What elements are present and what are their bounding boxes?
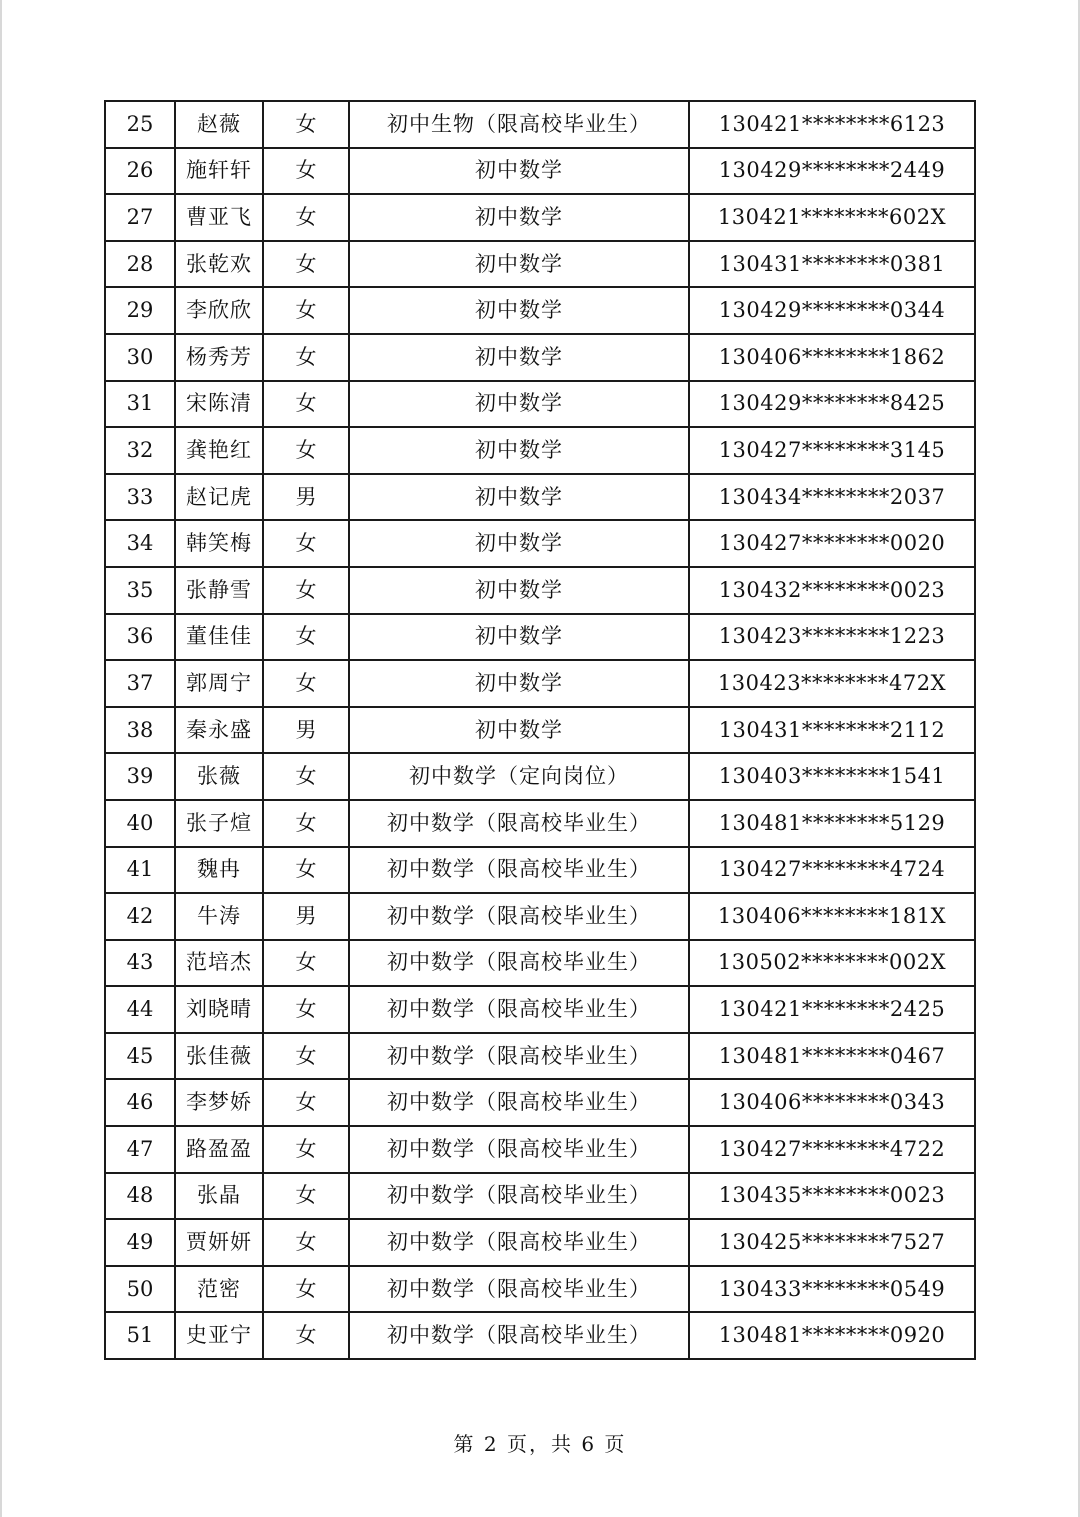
row-number-cell: 28 [105, 241, 175, 288]
name-cell: 宋陈清 [175, 381, 263, 428]
subject-cell: 初中数学 [349, 427, 689, 474]
subject-cell: 初中数学 [349, 287, 689, 334]
subject-cell: 初中数学 [349, 614, 689, 661]
subject-cell: 初中数学（限高校毕业生） [349, 986, 689, 1033]
table-row [105, 1033, 975, 1080]
gender-cell: 女 [263, 334, 349, 381]
subject-cell: 初中数学（限高校毕业生） [349, 1173, 689, 1220]
candidate-table [104, 100, 976, 1360]
subject-cell: 初中数学（限高校毕业生） [349, 800, 689, 847]
page-edge-left [0, 0, 2, 1517]
table-row [105, 1219, 975, 1266]
subject-cell: 初中数学（限高校毕业生） [349, 1312, 689, 1359]
row-number-cell: 30 [105, 334, 175, 381]
id-number-cell: 130429********8425 [689, 381, 975, 428]
gender-cell: 女 [263, 986, 349, 1033]
id-number-cell: 130421********2425 [689, 986, 975, 1033]
name-cell: 秦永盛 [175, 707, 263, 754]
row-number-cell: 35 [105, 567, 175, 614]
gender-cell: 女 [263, 427, 349, 474]
subject-cell: 初中数学 [349, 241, 689, 288]
table-row [105, 614, 975, 661]
id-number-cell: 130427********0020 [689, 520, 975, 567]
subject-cell: 初中数学 [349, 148, 689, 195]
table-row [105, 940, 975, 987]
id-number-cell: 130432********0023 [689, 567, 975, 614]
row-number-cell: 31 [105, 381, 175, 428]
table-row [105, 753, 975, 800]
id-number-cell: 130433********0549 [689, 1266, 975, 1313]
id-number-cell: 130502********002X [689, 940, 975, 987]
gender-cell: 女 [263, 1266, 349, 1313]
row-number-cell: 36 [105, 614, 175, 661]
id-number-cell: 130431********0381 [689, 241, 975, 288]
id-number-cell: 130481********0920 [689, 1312, 975, 1359]
table-row [105, 800, 975, 847]
gender-cell: 女 [263, 101, 349, 148]
gender-cell: 女 [263, 241, 349, 288]
name-cell: 张薇 [175, 753, 263, 800]
name-cell: 张静雪 [175, 567, 263, 614]
name-cell: 魏冉 [175, 847, 263, 894]
subject-cell: 初中数学（定向岗位） [349, 753, 689, 800]
subject-cell: 初中数学 [349, 660, 689, 707]
row-number-cell: 32 [105, 427, 175, 474]
gender-cell: 男 [263, 707, 349, 754]
name-cell: 张乾欢 [175, 241, 263, 288]
row-number-cell: 50 [105, 1266, 175, 1313]
table-row [105, 567, 975, 614]
id-number-cell: 130434********2037 [689, 474, 975, 521]
subject-cell: 初中生物（限高校毕业生） [349, 101, 689, 148]
table-row [105, 520, 975, 567]
gender-cell: 女 [263, 1219, 349, 1266]
gender-cell: 女 [263, 847, 349, 894]
name-cell: 施轩轩 [175, 148, 263, 195]
row-number-cell: 33 [105, 474, 175, 521]
name-cell: 范密 [175, 1266, 263, 1313]
row-number-cell: 40 [105, 800, 175, 847]
row-number-cell: 51 [105, 1312, 175, 1359]
row-number-cell: 38 [105, 707, 175, 754]
id-number-cell: 130421********6123 [689, 101, 975, 148]
name-cell: 张佳薇 [175, 1033, 263, 1080]
table-row [105, 287, 975, 334]
table-row [105, 1126, 975, 1173]
id-number-cell: 130429********0344 [689, 287, 975, 334]
gender-cell: 女 [263, 1126, 349, 1173]
subject-cell: 初中数学（限高校毕业生） [349, 940, 689, 987]
subject-cell: 初中数学 [349, 707, 689, 754]
table-row [105, 847, 975, 894]
id-number-cell: 130435********0023 [689, 1173, 975, 1220]
name-cell: 路盈盈 [175, 1126, 263, 1173]
name-cell: 赵记虎 [175, 474, 263, 521]
table-row [105, 194, 975, 241]
gender-cell: 女 [263, 1173, 349, 1220]
gender-cell: 男 [263, 893, 349, 940]
name-cell: 杨秀芳 [175, 334, 263, 381]
name-cell: 刘晓晴 [175, 986, 263, 1033]
table-row [105, 101, 975, 148]
name-cell: 董佳佳 [175, 614, 263, 661]
name-cell: 龚艳红 [175, 427, 263, 474]
subject-cell: 初中数学 [349, 567, 689, 614]
id-number-cell: 130481********0467 [689, 1033, 975, 1080]
row-number-cell: 47 [105, 1126, 175, 1173]
row-number-cell: 42 [105, 893, 175, 940]
gender-cell: 女 [263, 753, 349, 800]
table-row [105, 986, 975, 1033]
subject-cell: 初中数学（限高校毕业生） [349, 1219, 689, 1266]
subject-cell: 初中数学 [349, 381, 689, 428]
table-row [105, 1079, 975, 1126]
row-number-cell: 25 [105, 101, 175, 148]
name-cell: 郭周宁 [175, 660, 263, 707]
gender-cell: 女 [263, 1312, 349, 1359]
id-number-cell: 130406********1862 [689, 334, 975, 381]
name-cell: 曹亚飞 [175, 194, 263, 241]
id-number-cell: 130403********1541 [689, 753, 975, 800]
table-row [105, 660, 975, 707]
gender-cell: 女 [263, 287, 349, 334]
subject-cell: 初中数学（限高校毕业生） [349, 1079, 689, 1126]
table-row [105, 334, 975, 381]
id-number-cell: 130425********7527 [689, 1219, 975, 1266]
id-number-cell: 130427********3145 [689, 427, 975, 474]
id-number-cell: 130406********0343 [689, 1079, 975, 1126]
row-number-cell: 39 [105, 753, 175, 800]
row-number-cell: 43 [105, 940, 175, 987]
row-number-cell: 29 [105, 287, 175, 334]
name-cell: 李梦娇 [175, 1079, 263, 1126]
id-number-cell: 130423********472X [689, 660, 975, 707]
name-cell: 赵薇 [175, 101, 263, 148]
subject-cell: 初中数学（限高校毕业生） [349, 1033, 689, 1080]
row-number-cell: 48 [105, 1173, 175, 1220]
subject-cell: 初中数学 [349, 334, 689, 381]
row-number-cell: 41 [105, 847, 175, 894]
gender-cell: 女 [263, 567, 349, 614]
row-number-cell: 26 [105, 148, 175, 195]
name-cell: 张子煊 [175, 800, 263, 847]
gender-cell: 女 [263, 940, 349, 987]
gender-cell: 女 [263, 1079, 349, 1126]
name-cell: 史亚宁 [175, 1312, 263, 1359]
name-cell: 张晶 [175, 1173, 263, 1220]
id-number-cell: 130481********5129 [689, 800, 975, 847]
table-row [105, 474, 975, 521]
row-number-cell: 45 [105, 1033, 175, 1080]
page-number-footer: 第 2 页，共 6 页 [453, 1432, 627, 1456]
row-number-cell: 44 [105, 986, 175, 1033]
gender-cell: 女 [263, 1033, 349, 1080]
table-row [105, 1266, 975, 1313]
gender-cell: 女 [263, 800, 349, 847]
table-row [105, 241, 975, 288]
gender-cell: 女 [263, 381, 349, 428]
gender-cell: 男 [263, 474, 349, 521]
id-number-cell: 130421********602X [689, 194, 975, 241]
row-number-cell: 46 [105, 1079, 175, 1126]
table-row [105, 707, 975, 754]
subject-cell: 初中数学 [349, 194, 689, 241]
table-row [105, 893, 975, 940]
name-cell: 贾妍妍 [175, 1219, 263, 1266]
gender-cell: 女 [263, 148, 349, 195]
id-number-cell: 130423********1223 [689, 614, 975, 661]
id-number-cell: 130429********2449 [689, 148, 975, 195]
name-cell: 牛涛 [175, 893, 263, 940]
subject-cell: 初中数学（限高校毕业生） [349, 1266, 689, 1313]
candidate-table-body [105, 101, 975, 1359]
row-number-cell: 49 [105, 1219, 175, 1266]
row-number-cell: 34 [105, 520, 175, 567]
table-row [105, 1312, 975, 1359]
table-row [105, 148, 975, 195]
table-row [105, 381, 975, 428]
row-number-cell: 37 [105, 660, 175, 707]
subject-cell: 初中数学（限高校毕业生） [349, 847, 689, 894]
subject-cell: 初中数学（限高校毕业生） [349, 893, 689, 940]
table-row [105, 427, 975, 474]
gender-cell: 女 [263, 194, 349, 241]
table-row [105, 1173, 975, 1220]
name-cell: 李欣欣 [175, 287, 263, 334]
subject-cell: 初中数学（限高校毕业生） [349, 1126, 689, 1173]
gender-cell: 女 [263, 660, 349, 707]
subject-cell: 初中数学 [349, 520, 689, 567]
id-number-cell: 130431********2112 [689, 707, 975, 754]
gender-cell: 女 [263, 614, 349, 661]
id-number-cell: 130406********181X [689, 893, 975, 940]
name-cell: 韩笑梅 [175, 520, 263, 567]
name-cell: 范培杰 [175, 940, 263, 987]
id-number-cell: 130427********4724 [689, 847, 975, 894]
gender-cell: 女 [263, 520, 349, 567]
subject-cell: 初中数学 [349, 474, 689, 521]
row-number-cell: 27 [105, 194, 175, 241]
id-number-cell: 130427********4722 [689, 1126, 975, 1173]
